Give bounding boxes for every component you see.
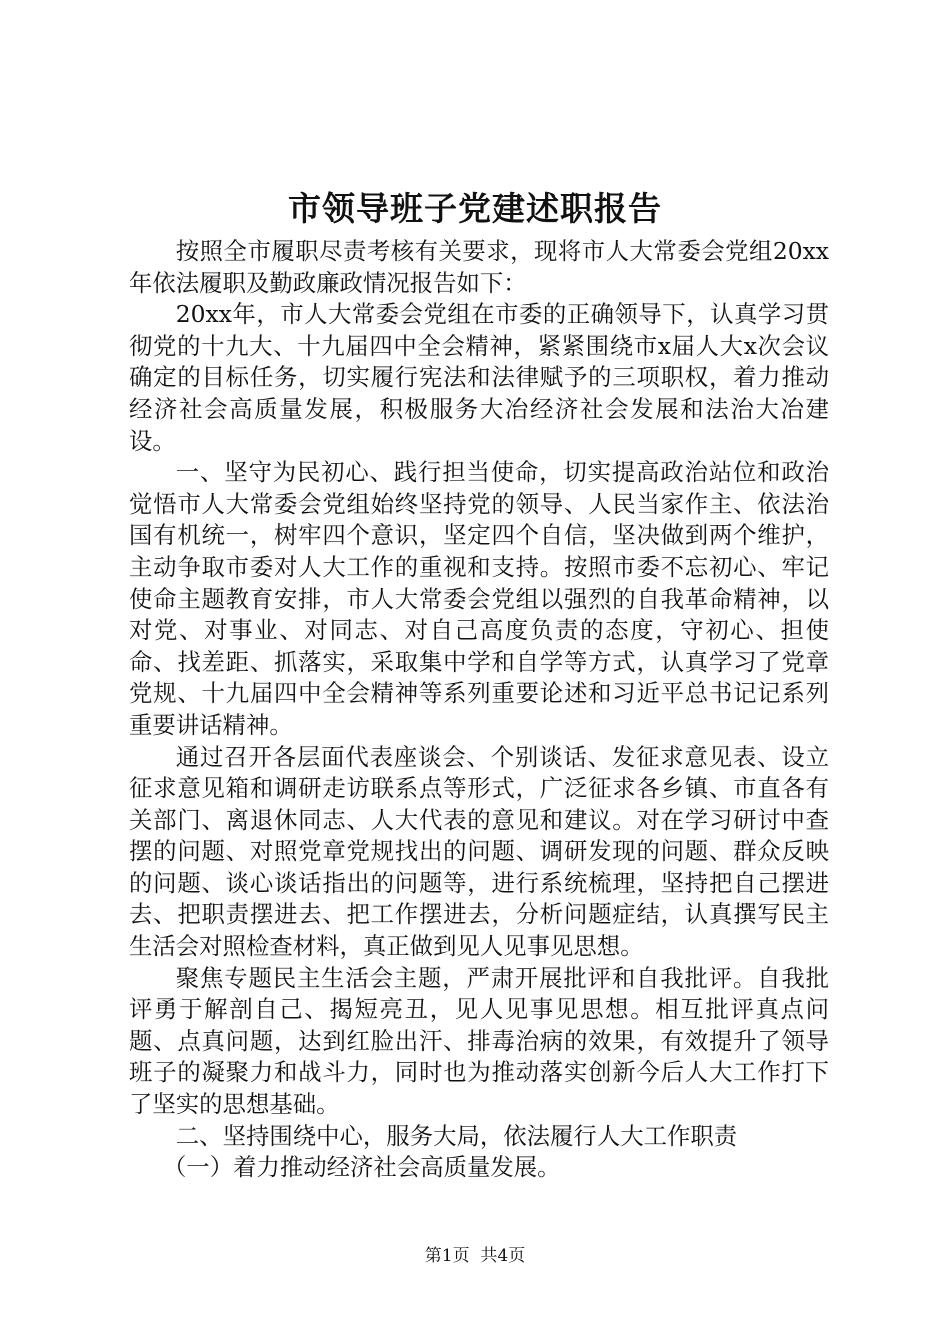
paragraph-section-one: 一、坚守为民初心、践行担当使命，切实提高政治站位和政治觉悟市人大常委会党组始终坚持党的领导、人民当家作主、依法治国有机统一，树牢四个意识，坚定四个自信，坚决做到两个维护，主动争取市委对人大工作的重视和支持。按照市委不忘初心、牢记使命主题教育安排，市人大常委会党组以强烈的自我革命精神，以对党、对事业、对同志、对自己高度负责的态度，守初心、担使命、找差距、抓落实，采取集中学和自学等方式，认真学习了党章党规、十九届四中全会精神等系列重要论述和习近平总书记记系列重要讲话精神。 (129, 458, 829, 739)
paragraph-overview: 20xx年，市人大常委会党组在市委的正确领导下，认真学习贯彻党的十九大、十九届四中全会精神，紧紧围绕市x届人大x次会议确定的目标任务，切实履行宪法和法律赋予的三项职权，着力推动经济社会高质量发展，积极服务大冶经济社会发展和法治大冶建设。 (129, 300, 829, 455)
paragraph-consultation: 通过召开各层面代表座谈会、个别谈话、发征求意见表、设立征求意见箱和调研走访联系点等形式，广泛征求各乡镇、市直各有关部门、离退休同志、人大代表的意见和建议。对在学习研讨中查摆的问题、对照党章党规找出的问题、调研发现的问题、群众反映的问题、谈心谈话指出的问题等，进行系统梳理，坚持把自己摆进去、把职责摆进去、把工作摆进去，分析问题症结，认真撰写民主生活会对照检查材料，真正做到见人见事见思想。 (129, 742, 829, 961)
section-two-heading: 二、坚持围绕中心，服务大局，依法履行人大工作职责 (175, 1121, 738, 1150)
paragraph-intro: 按照全市履职尽责考核有关要求，现将市人大常委会党组20xx年依法履职及勤政廉政情况报告如下： (129, 237, 829, 297)
document-title: 市领导班子党建述职报告 (288, 189, 662, 228)
document-body (129, 236, 829, 1184)
paragraph-criticism: 聚焦专题民主生活会主题，严肃开展批评和自我批评。自我批评勇于解剖自己、揭短亮丑，见人见事见思想。相互批评真点问题、点真问题，达到红脸出汗、排毒治病的效果，有效提升了领导班子的凝聚力和战斗力，同时也为推动落实创新今后人大工作打下了坚实的思想基础。 (129, 963, 829, 1119)
page-number: 第1页 共4页 (424, 1246, 526, 1266)
subsection-one-heading: （一）着力推动经济社会高质量发展。 (162, 1153, 561, 1182)
page-footer (0, 1244, 950, 1268)
